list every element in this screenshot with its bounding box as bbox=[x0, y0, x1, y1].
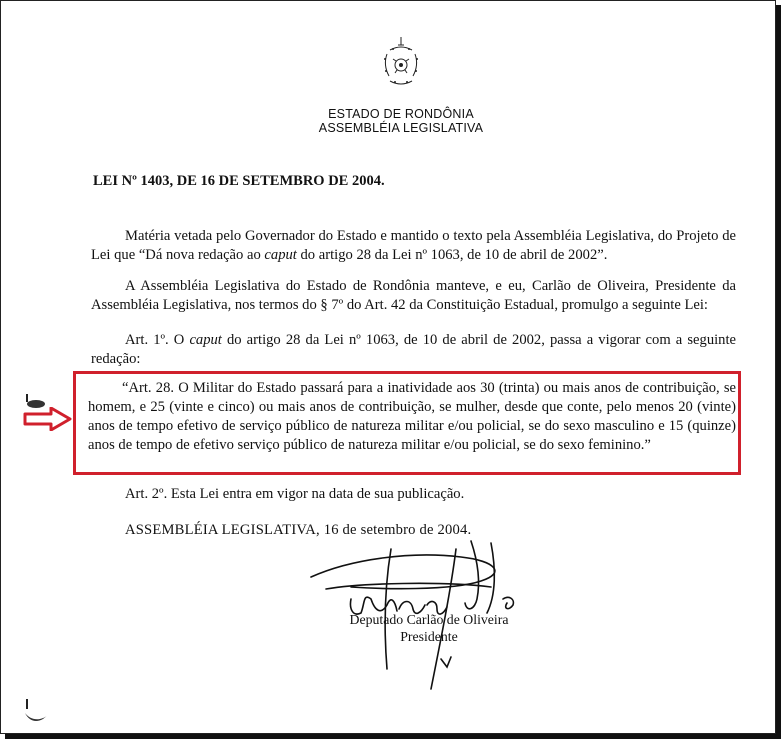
header-state: ESTADO DE RONDÔNIA bbox=[328, 107, 474, 121]
header-assembly: ASSEMBLÉIA LEGISLATIVA bbox=[318, 121, 484, 135]
arrow-right-icon bbox=[23, 407, 73, 431]
paragraph-promulgation bbox=[91, 277, 736, 315]
closing-line: ASSEMBLÉIA LEGISLATIVA, 16 de setembro de 2004. bbox=[125, 522, 472, 538]
paragraph-art1-text: Art. 1º. O caput do artigo 28 da Lei nº 1063, de 10 de abril de 2002, passa a vigorar com a seguinte redação: bbox=[91, 332, 736, 367]
law-title: LEI Nº 1403, DE 16 DE SETEMBRO DE 2004. bbox=[93, 173, 385, 189]
coat-of-arms-icon bbox=[373, 35, 429, 91]
signer-role: Presidente bbox=[400, 629, 458, 644]
paragraph-art1 bbox=[91, 331, 736, 369]
paragraph-promulgation-text: A Assembléia Legislativa do Estado de Rondônia manteve, e eu, Carlão de Oliveira, Presidente da Assembléia Legislativa, nos termos do § 7º do Art. 42 da Constituição Estadual, promulgo a seguinte Lei: bbox=[91, 278, 736, 313]
article-2: Art. 2º. Esta Lei entra em vigor na data de sua publicação. bbox=[125, 486, 465, 502]
scan-mark-icon bbox=[21, 695, 51, 725]
highlight-box bbox=[73, 371, 741, 475]
paragraph-veto bbox=[91, 227, 736, 265]
signer-name: Deputado Carlão de Oliveira bbox=[349, 612, 509, 627]
paragraph-veto-text: Matéria vetada pelo Governador do Estado e mantido o texto pela Assembléia Legislativa, do Projeto de Lei que “Dá nova redação ao caput do artigo 28 da Lei nº 1063, de 10 de abril de 2002”. bbox=[91, 228, 736, 263]
quoted-article-28-text: “Art. 28. O Militar do Estado passará para a inatividade aos 30 (trinta) ou mais anos de contribuição, se homem, e 25 (vinte e cinco) ou mais anos de contribuição, se mulher, desde que conte, pelo menos 20 (vinte) anos de tempo efetivo de serviço público de natureza militar e/ou policial, se do sexo masculino e 15 (quinze) anos de tempo de efetivo serviço público de natureza militar e/ou policial, se do sexo feminino.” bbox=[88, 380, 736, 453]
